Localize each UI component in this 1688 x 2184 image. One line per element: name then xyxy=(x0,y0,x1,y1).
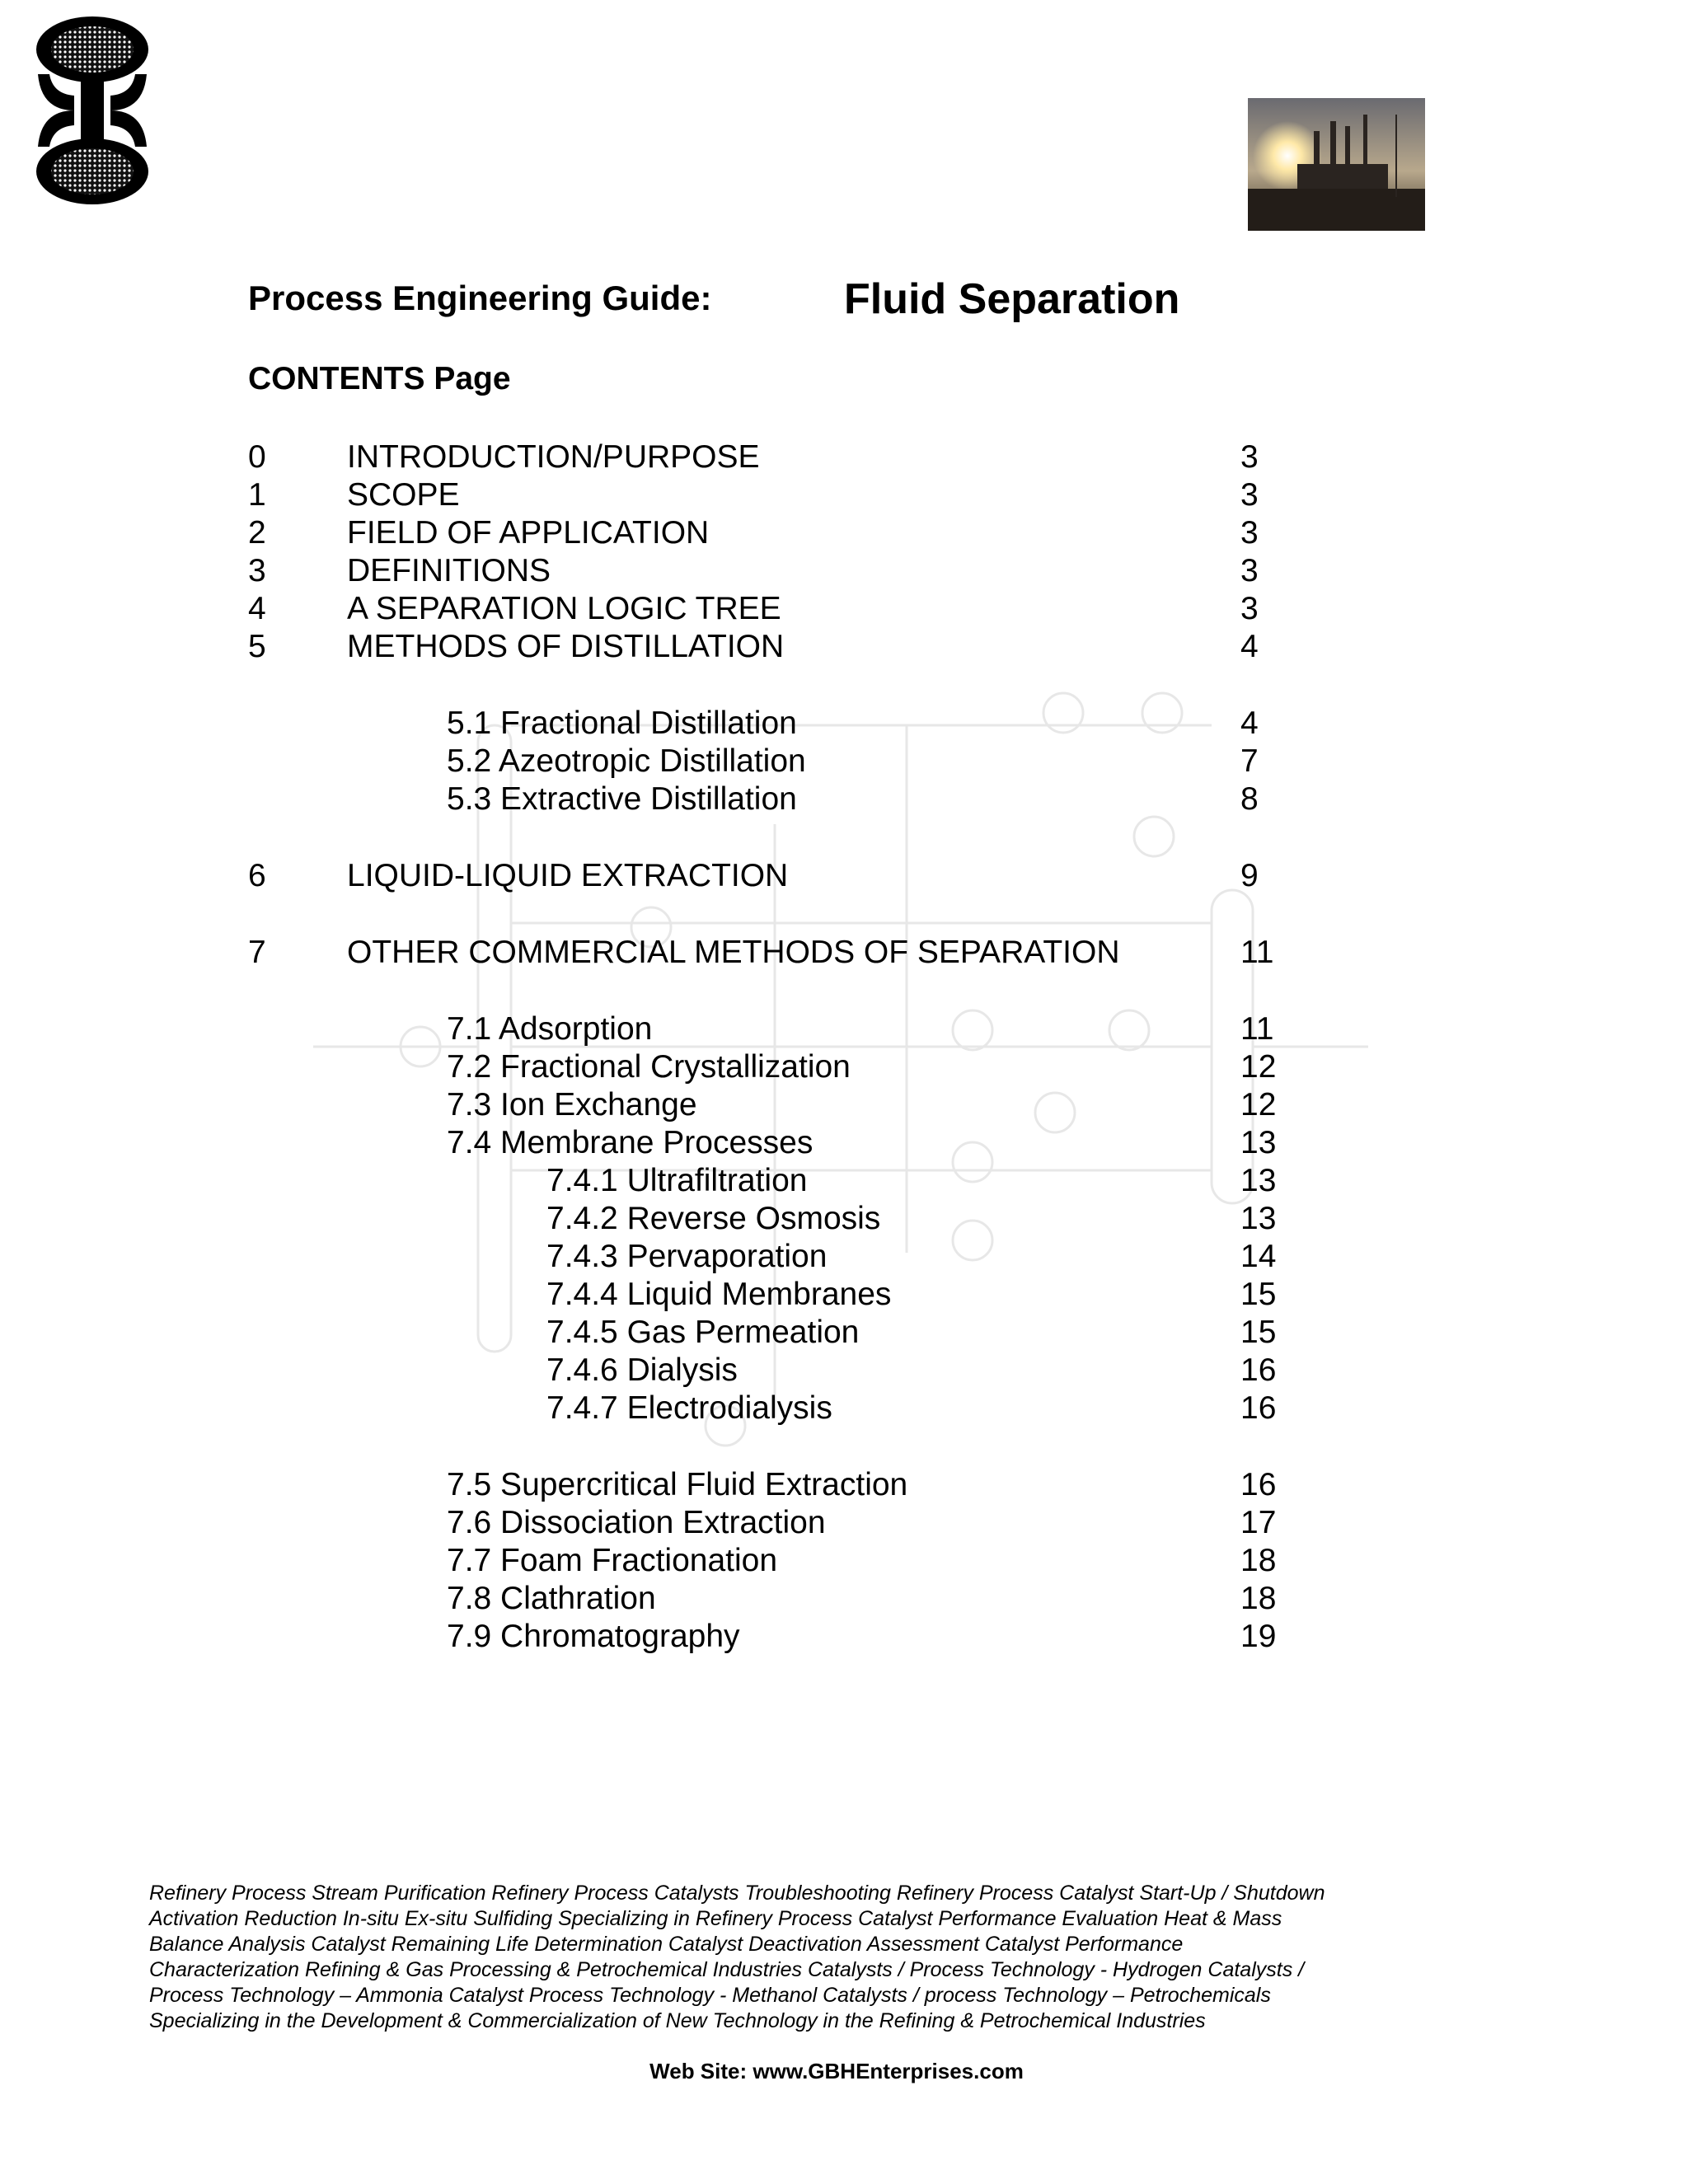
toc-entry[interactable] xyxy=(0,1162,1688,1200)
footer-line: Activation Reduction In-situ Ex-situ Sulfiding Specializing in Refinery Process Catalyst Performance Evaluation Heat & Mass xyxy=(149,1907,1282,1930)
toc-entry[interactable] xyxy=(0,1580,1688,1618)
toc-page-number: 14 xyxy=(1240,1239,1277,1274)
toc-page-number: 16 xyxy=(1240,1352,1277,1388)
toc-title: 7.2 Fractional Crystallization xyxy=(447,1049,851,1085)
toc-entry[interactable] xyxy=(0,857,1688,895)
toc-number: 1 xyxy=(248,477,266,513)
toc-title: 5.2 Azeotropic Distillation xyxy=(447,743,806,779)
refinery-photo xyxy=(1248,98,1425,231)
toc-title: LIQUID-LIQUID EXTRACTION xyxy=(347,858,789,893)
contents-heading: CONTENTS Page xyxy=(248,361,511,396)
toc-title: INTRODUCTION/PURPOSE xyxy=(347,439,760,475)
toc-title: 7.7 Foam Fractionation xyxy=(447,1543,778,1578)
toc-number: 7 xyxy=(248,935,266,970)
toc-page-number: 3 xyxy=(1240,439,1259,475)
toc-page-number: 4 xyxy=(1240,705,1259,741)
toc-entry[interactable] xyxy=(0,934,1688,972)
toc-number: 6 xyxy=(248,858,266,893)
toc-entry[interactable] xyxy=(0,1390,1688,1427)
toc-page-number: 7 xyxy=(1240,743,1259,779)
toc-page-number: 16 xyxy=(1240,1467,1277,1502)
toc-page-number: 3 xyxy=(1240,515,1259,551)
toc-page-number: 19 xyxy=(1240,1619,1277,1654)
toc-page-number: 11 xyxy=(1240,935,1274,970)
toc-page-number: 4 xyxy=(1240,629,1259,664)
toc-title: 7.4.5 Gas Permeation xyxy=(546,1315,860,1350)
toc-entry[interactable] xyxy=(0,476,1688,514)
toc-entry[interactable] xyxy=(0,743,1688,780)
toc-page-number: 17 xyxy=(1240,1505,1277,1540)
toc-title: 7.4.7 Electrodialysis xyxy=(546,1390,832,1426)
toc-page-number: 3 xyxy=(1240,591,1259,626)
toc-entry[interactable] xyxy=(0,1276,1688,1314)
toc-entry[interactable] xyxy=(0,1618,1688,1656)
toc-page-number: 18 xyxy=(1240,1581,1277,1616)
document-title: Fluid Separation xyxy=(844,275,1180,323)
footer-line: Refinery Process Stream Purification Refinery Process Catalysts Troubleshooting Refinery Process Catalyst Start-Up / Shutdown xyxy=(149,1882,1325,1905)
toc-title: A SEPARATION LOGIC TREE xyxy=(347,591,781,626)
footer-line: Specializing in the Development & Commercialization of New Technology in the Refining & Petrochemical Industries xyxy=(149,2009,1206,2032)
guide-label: Process Engineering Guide: xyxy=(248,279,712,317)
toc-entry[interactable] xyxy=(0,1200,1688,1238)
toc-title: 7.8 Clathration xyxy=(447,1581,656,1616)
toc-title: OTHER COMMERCIAL METHODS OF SEPARATION xyxy=(347,935,1120,970)
toc-entry[interactable] xyxy=(0,705,1688,743)
toc-entry[interactable] xyxy=(0,1352,1688,1390)
toc-title: 7.3 Ion Exchange xyxy=(447,1087,697,1122)
toc-page-number: 15 xyxy=(1240,1315,1277,1350)
toc-title: 5.1 Fractional Distillation xyxy=(447,705,797,741)
toc-number: 5 xyxy=(248,629,266,664)
toc-number: 0 xyxy=(248,439,266,475)
toc-page-number: 3 xyxy=(1240,477,1259,513)
toc-entry[interactable] xyxy=(0,1238,1688,1276)
toc-title: METHODS OF DISTILLATION xyxy=(347,629,785,664)
toc-title: 7.4.4 Liquid Membranes xyxy=(546,1277,892,1312)
toc-page-number: 13 xyxy=(1240,1163,1277,1198)
toc-page-number: 12 xyxy=(1240,1049,1277,1085)
toc-title: 7.4.1 Ultrafiltration xyxy=(546,1163,808,1198)
toc-entry[interactable] xyxy=(0,780,1688,818)
toc-title: 7.5 Supercritical Fluid Extraction xyxy=(447,1467,908,1502)
toc-title: 7.4.3 Pervaporation xyxy=(546,1239,828,1274)
toc-page-number: 16 xyxy=(1240,1390,1277,1426)
toc-title: 7.4.2 Reverse Osmosis xyxy=(546,1201,881,1236)
toc-title: 7.1 Adsorption xyxy=(447,1011,653,1047)
footer-line: Characterization Refining & Gas Processing & Petrochemical Industries Catalysts / Process Technology - Hydrogen Catalysts / xyxy=(149,1958,1305,1981)
toc-entry[interactable] xyxy=(0,438,1688,476)
toc-entry[interactable] xyxy=(0,1086,1688,1124)
toc-title: 7.6 Dissociation Extraction xyxy=(447,1505,826,1540)
toc-page-number: 11 xyxy=(1240,1011,1274,1047)
toc-page-number: 15 xyxy=(1240,1277,1277,1312)
footer-line: Balance Analysis Catalyst Remaining Life Determination Catalyst Deactivation Assessment Catalyst Performance xyxy=(149,1933,1184,1956)
toc-title: SCOPE xyxy=(347,477,460,513)
website-link[interactable]: Web Site: www.GBHEnterprises.com xyxy=(649,2059,1024,2083)
toc-entry[interactable] xyxy=(0,1504,1688,1542)
company-logo xyxy=(33,15,157,204)
toc-entry[interactable] xyxy=(0,628,1688,666)
toc-page-number: 13 xyxy=(1240,1201,1277,1236)
toc-number: 2 xyxy=(248,515,266,551)
toc-entry[interactable] xyxy=(0,1124,1688,1162)
toc-entry[interactable] xyxy=(0,1466,1688,1504)
footer-description xyxy=(149,1881,1435,2034)
toc-title: 7.4 Membrane Processes xyxy=(447,1125,814,1160)
toc-page-number: 13 xyxy=(1240,1125,1277,1160)
toc-entry[interactable] xyxy=(0,514,1688,552)
toc-title: 7.9 Chromatography xyxy=(447,1619,740,1654)
toc-entry[interactable] xyxy=(0,590,1688,628)
toc-page-number: 18 xyxy=(1240,1543,1277,1578)
toc-page-number: 8 xyxy=(1240,781,1259,817)
toc-page-number: 3 xyxy=(1240,553,1259,588)
toc-title: FIELD OF APPLICATION xyxy=(347,515,710,551)
toc-title: 5.3 Extractive Distillation xyxy=(447,781,797,817)
toc-title: 7.4.6 Dialysis xyxy=(546,1352,738,1388)
toc-page-number: 9 xyxy=(1240,858,1259,893)
toc-entry[interactable] xyxy=(0,1542,1688,1580)
toc-entry[interactable] xyxy=(0,1314,1688,1352)
toc-entry[interactable] xyxy=(0,1048,1688,1086)
toc-number: 4 xyxy=(248,591,266,626)
toc-page-number: 12 xyxy=(1240,1087,1277,1122)
toc-entry[interactable] xyxy=(0,552,1688,590)
toc-number: 3 xyxy=(248,553,266,588)
toc-title: DEFINITIONS xyxy=(347,553,551,588)
footer-line: Process Technology – Ammonia Catalyst Process Technology - Methanol Catalysts / process Technology – Petrochemicals xyxy=(149,1984,1271,2007)
toc-entry[interactable] xyxy=(0,1010,1688,1048)
